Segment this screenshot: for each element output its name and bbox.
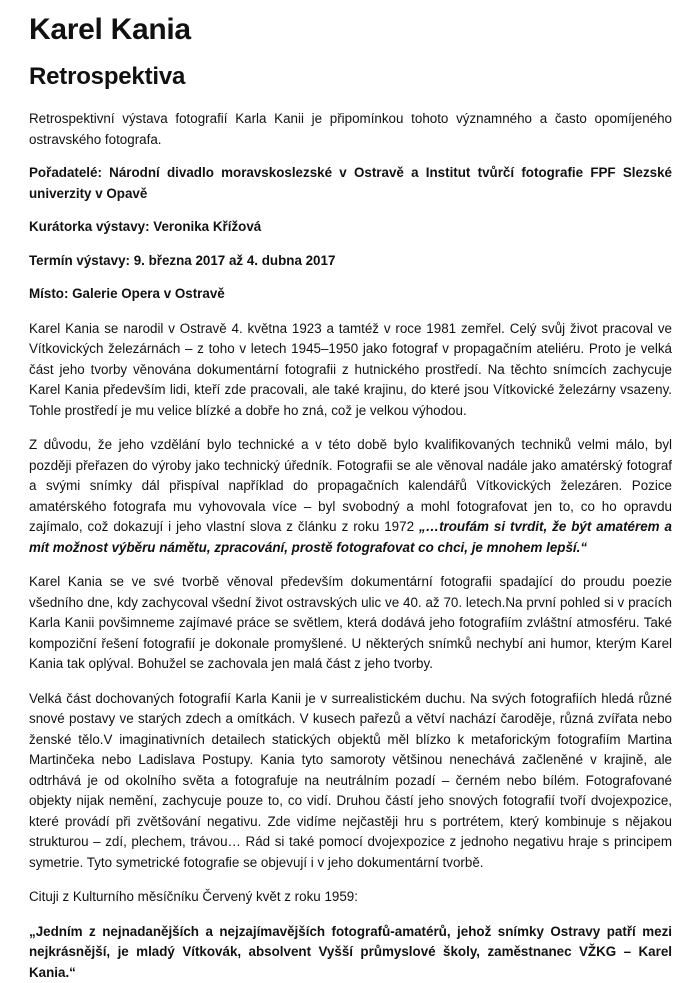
surrealism-paragraph: Velká část dochovaných fotografií Karla Kanii je v surrealistickém duchu. Na svých fotografiích hledá různé snové postavy ve starých zdech a omítkách. V kusech pařezů a větví nachází čaroděje, různá zvířata nebo ženské tělo.V imaginativních detailech statických objektů měl blízko k metaforickým fotografiím Martina Martinčeka nebo Ladislava Postupy. Kania tyto samoroty většinou nenechává začleněné v krajině, ale odtrhává je od okolního světa a fotografuje na neutrálním pozadí – černém nebo bílém. Fotografované objekty nijak nemění, zachycuje pouze to, co vidí. Druhou částí jeho snových fotografií tvoří dvojexpozice, které provádí při zvětšování negativu. Zde vidíme nejčastěji hru s portrétem, který kombinuje s nějakou strukturou – zdí, plechem, trávou… Rád si také pomocí dvojexpozice z jednoho negativu hraje s principem symetrie. Tyto symetrické fotografie se objevují i v jeho dokumentární tvorbě. <box>29 689 672 874</box>
page-subtitle: Retrospektiva <box>29 60 672 94</box>
closing-quote: „Jedním z nejnadanějších a nejzajímavějších fotografů-amatérů, jehož snímky Ostravy patří mezi nejkrásnější, je mladý Vítkovák, absolvent Vyšší průmyslové školy, zaměstnanec VŽKG – Karel Kania.“ <box>29 922 672 983</box>
intro-paragraph: Retrospektivní výstava fotografií Karla Kanii je připomínkou tohoto významného a často opomíjeného ostravského fotografa. <box>29 109 672 150</box>
page-title: Karel Kania <box>29 10 672 50</box>
inline-quote: „…troufám si tvrdit, že být amatérem a mít možnost výběru námětu, zpracování, prostě fotografovat co chci, je mnohem lepší.“ <box>29 519 672 555</box>
organizer-line: Pořadatelé: Národní divadlo moravskoslezské v Ostravě a Institut tvůrčí fotografie FPF Slezské univerzity v Opavě <box>29 163 672 204</box>
citation-intro: Cituji z Kulturního měsíčníku Červený květ z roku 1959: <box>29 887 672 908</box>
biography-paragraph: Karel Kania se narodil v Ostravě 4. května 1923 a tamtéž v roce 1981 zemřel. Celý svůj život pracoval ve Vítkovických železárnách – z toho v letech 1945–1950 jako fotograf v propagačním ateliéru. Proto je velká část jeho tvorby věnována dokumentární fotografii z hutnického prostředí. Na těchto snímcích zachycuje Karel Kania především lidi, kteří zde pracovali, ale také krajinu, do které jsou Vítkovické železárny vsazeny. Tohle prostředí je mu velice blízké a dobře ho zná, což je velkou výhodou. <box>29 319 672 422</box>
career-text: Z důvodu, že jeho vzdělání bylo technické a v této době bylo kvalifikovaných techniků velmi málo, byl později přeřazen do výroby jako technický úředník. Fotografii se ale věnoval nadále jako amatérský fotograf a svými snímky dál přispíval například do propagačních kalendářů Vítkovických železáren. Pozice amatérského fotografa mu vyhovovala více – byl svobodný a mohl fotografovat jen to, co ho opravdu zajímalo, což dokazují i jeho vlastní slova z článku z roku 1972 <box>29 437 672 534</box>
career-paragraph <box>29 435 672 558</box>
curator-line: Kurátorka výstavy: Veronika Křížová <box>29 217 672 238</box>
dates-line: Termín výstavy: 9. března 2017 až 4. dubna 2017 <box>29 251 672 272</box>
documentary-paragraph: Karel Kania se ve své tvorbě věnoval především dokumentární fotografii spadající do proudu poezie všedního dne, kdy zachycoval všední život ostravských ulic ve 40. až 70. letech.Na první pohled si v pracích Karla Kanii povšimneme zajímavé práce se světlem, která dodává jeho fotografiím zvláštní atmosféru. Také kompoziční řešení fotografií je dokonale promyšlené. U některých snímků nechybí ani humor, kterým Karel Kania tak oplýval. Bohužel se zachovala jen malá část z jeho tvorby. <box>29 572 672 675</box>
document-page <box>29 10 672 983</box>
venue-line: Místo: Galerie Opera v Ostravě <box>29 284 672 305</box>
